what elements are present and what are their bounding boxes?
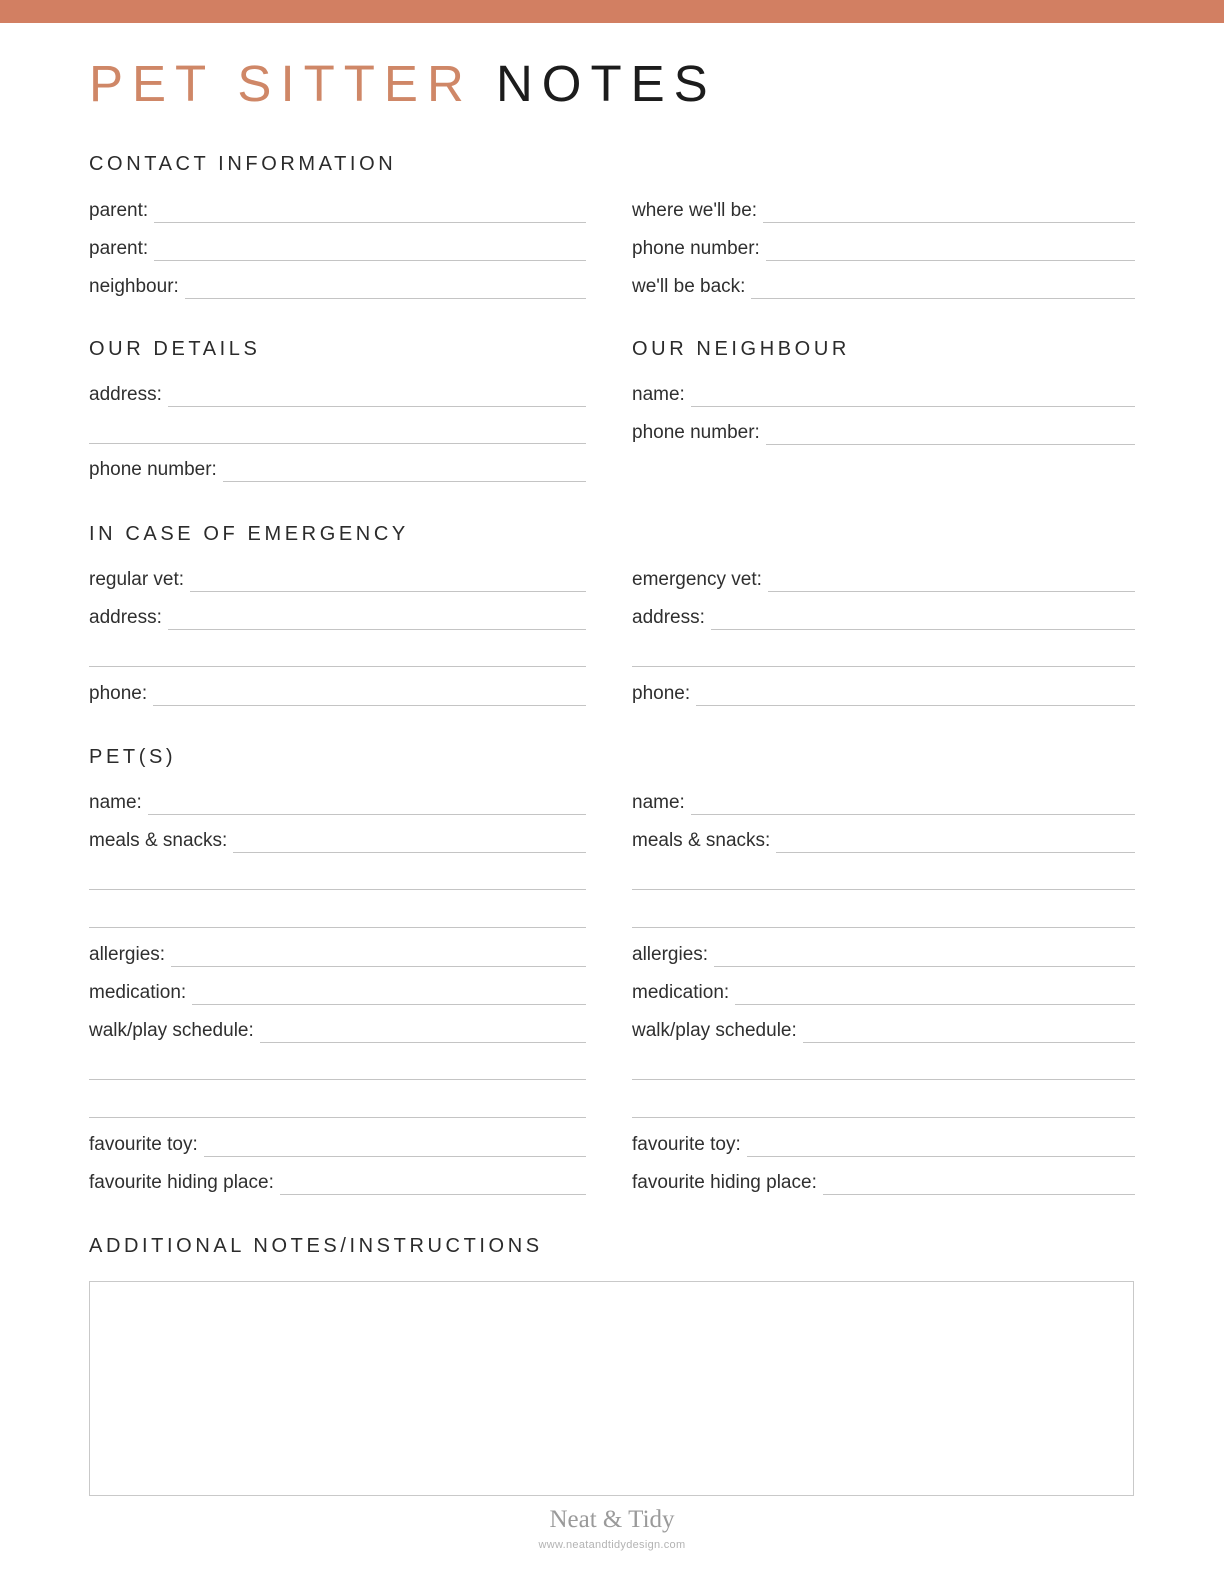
field-label: allergies:: [89, 944, 166, 965]
write-line[interactable]: [766, 443, 1135, 445]
pet-2-schedule-line-2[interactable]: [632, 1079, 1135, 1080]
notes-box[interactable]: [89, 1281, 1134, 1496]
details-phone-field[interactable]: [89, 452, 586, 482]
field-label: allergies:: [632, 944, 709, 965]
write-line[interactable]: [751, 297, 1135, 299]
write-line[interactable]: [148, 813, 586, 815]
details-heading: OUR DETAILS: [89, 338, 261, 360]
write-line[interactable]: [776, 851, 1135, 853]
parent-2-field[interactable]: [89, 231, 586, 261]
regular-vet-field[interactable]: [89, 562, 586, 592]
field-label: address:: [632, 607, 705, 628]
field-label: medication:: [632, 982, 730, 1003]
field-label: where we'll be:: [632, 200, 758, 221]
write-line[interactable]: [714, 965, 1135, 967]
field-label: favourite toy:: [89, 1134, 198, 1155]
pet-2-name-field[interactable]: [632, 785, 1135, 815]
write-line[interactable]: [168, 628, 586, 630]
field-label: walk/play schedule:: [632, 1020, 797, 1041]
notes-heading: ADDITIONAL NOTES/INSTRUCTIONS: [89, 1235, 543, 1257]
field-label: meals & snacks:: [632, 830, 771, 851]
pet-2-schedule-line-3[interactable]: [632, 1117, 1135, 1118]
write-line[interactable]: [691, 405, 1135, 407]
write-line[interactable]: [223, 480, 586, 482]
write-line[interactable]: [768, 590, 1135, 592]
back-field[interactable]: [632, 269, 1135, 299]
pet-2-meals-field[interactable]: [632, 823, 1135, 853]
pet-1-toy-field[interactable]: [89, 1127, 586, 1157]
pet-2-hiding-field[interactable]: [632, 1165, 1135, 1195]
emergency-vet-field[interactable]: [632, 562, 1135, 592]
regular-vet-address-field[interactable]: [89, 600, 586, 630]
pet-2-medication-field[interactable]: [632, 975, 1135, 1005]
emergency-vet-address-field[interactable]: [632, 600, 1135, 630]
write-line[interactable]: [696, 704, 1135, 706]
field-label: phone number:: [632, 422, 760, 443]
write-line[interactable]: [171, 965, 586, 967]
field-label: favourite hiding place:: [632, 1172, 817, 1193]
field-label: address:: [89, 384, 162, 405]
address-field[interactable]: [89, 377, 586, 407]
field-label: we'll be back:: [632, 276, 746, 297]
write-line[interactable]: [154, 221, 586, 223]
write-line[interactable]: [154, 259, 586, 261]
field-label: name:: [632, 384, 685, 405]
pet-2-allergies-field[interactable]: [632, 937, 1135, 967]
field-label: phone number:: [632, 238, 760, 259]
field-label: address:: [89, 607, 162, 628]
brand-url: www.neatandtidydesign.com: [538, 1539, 686, 1551]
pet-1-name-field[interactable]: [89, 785, 586, 815]
pet-1-schedule-field[interactable]: [89, 1013, 586, 1043]
regular-vet-address-line-2[interactable]: [89, 666, 586, 667]
field-label: phone number:: [89, 459, 217, 480]
field-label: neighbour:: [89, 276, 179, 297]
title-main: NOTES: [495, 55, 717, 112]
write-line[interactable]: [763, 221, 1135, 223]
title-accent: PET SITTER: [89, 55, 473, 112]
field-label: emergency vet:: [632, 569, 762, 590]
neighbour-name-field[interactable]: [632, 377, 1135, 407]
write-line[interactable]: [168, 405, 586, 407]
pet-1-meals-field[interactable]: [89, 823, 586, 853]
field-label: parent:: [89, 200, 149, 221]
pet-1-schedule-line-3[interactable]: [89, 1117, 586, 1118]
pet-1-meals-line-3[interactable]: [89, 927, 586, 928]
field-label: phone:: [632, 683, 691, 704]
pet-1-allergies-field[interactable]: [89, 937, 586, 967]
write-line[interactable]: [735, 1003, 1135, 1005]
write-line[interactable]: [280, 1193, 586, 1195]
emergency-heading: IN CASE OF EMERGENCY: [89, 523, 409, 545]
pet-1-hiding-field[interactable]: [89, 1165, 586, 1195]
field-label: medication:: [89, 982, 187, 1003]
write-line[interactable]: [190, 590, 586, 592]
write-line[interactable]: [233, 851, 586, 853]
pet-2-meals-line-2[interactable]: [632, 889, 1135, 890]
brand-logo: Neat & Tidy: [549, 1506, 675, 1533]
write-line[interactable]: [747, 1155, 1135, 1157]
field-label: name:: [89, 792, 142, 813]
where-field[interactable]: [632, 193, 1135, 223]
emergency-vet-phone-field[interactable]: [632, 676, 1135, 706]
neighbour-phone-field[interactable]: [632, 415, 1135, 445]
write-line[interactable]: [192, 1003, 586, 1005]
emergency-vet-address-line-2[interactable]: [632, 666, 1135, 667]
field-label: walk/play schedule:: [89, 1020, 254, 1041]
pet-1-medication-field[interactable]: [89, 975, 586, 1005]
write-line[interactable]: [185, 297, 586, 299]
pet-2-toy-field[interactable]: [632, 1127, 1135, 1157]
write-line[interactable]: [803, 1041, 1135, 1043]
page-title: [89, 55, 717, 112]
pet-1-meals-line-2[interactable]: [89, 889, 586, 890]
field-label: favourite hiding place:: [89, 1172, 274, 1193]
write-line[interactable]: [260, 1041, 586, 1043]
contact-heading: CONTACT INFORMATION: [89, 153, 397, 175]
write-line[interactable]: [153, 704, 586, 706]
top-accent-bar: [0, 0, 1224, 23]
pet-1-schedule-line-2[interactable]: [89, 1079, 586, 1080]
write-line[interactable]: [823, 1193, 1135, 1195]
field-label: phone:: [89, 683, 148, 704]
pet-2-schedule-field[interactable]: [632, 1013, 1135, 1043]
write-line[interactable]: [711, 628, 1135, 630]
field-label: name:: [632, 792, 685, 813]
pet-2-meals-line-3[interactable]: [632, 927, 1135, 928]
field-label: regular vet:: [89, 569, 185, 590]
neighbour-field[interactable]: [89, 269, 586, 299]
write-line[interactable]: [691, 813, 1135, 815]
neighbour-heading: OUR NEIGHBOUR: [632, 338, 850, 360]
field-label: favourite toy:: [632, 1134, 741, 1155]
address-line-2[interactable]: [89, 443, 586, 444]
regular-vet-phone-field[interactable]: [89, 676, 586, 706]
parent-1-field[interactable]: [89, 193, 586, 223]
contact-phone-field[interactable]: [632, 231, 1135, 261]
write-line[interactable]: [204, 1155, 586, 1157]
field-label: meals & snacks:: [89, 830, 228, 851]
write-line[interactable]: [766, 259, 1135, 261]
pets-heading: PET(S): [89, 746, 177, 768]
field-label: parent:: [89, 238, 149, 259]
